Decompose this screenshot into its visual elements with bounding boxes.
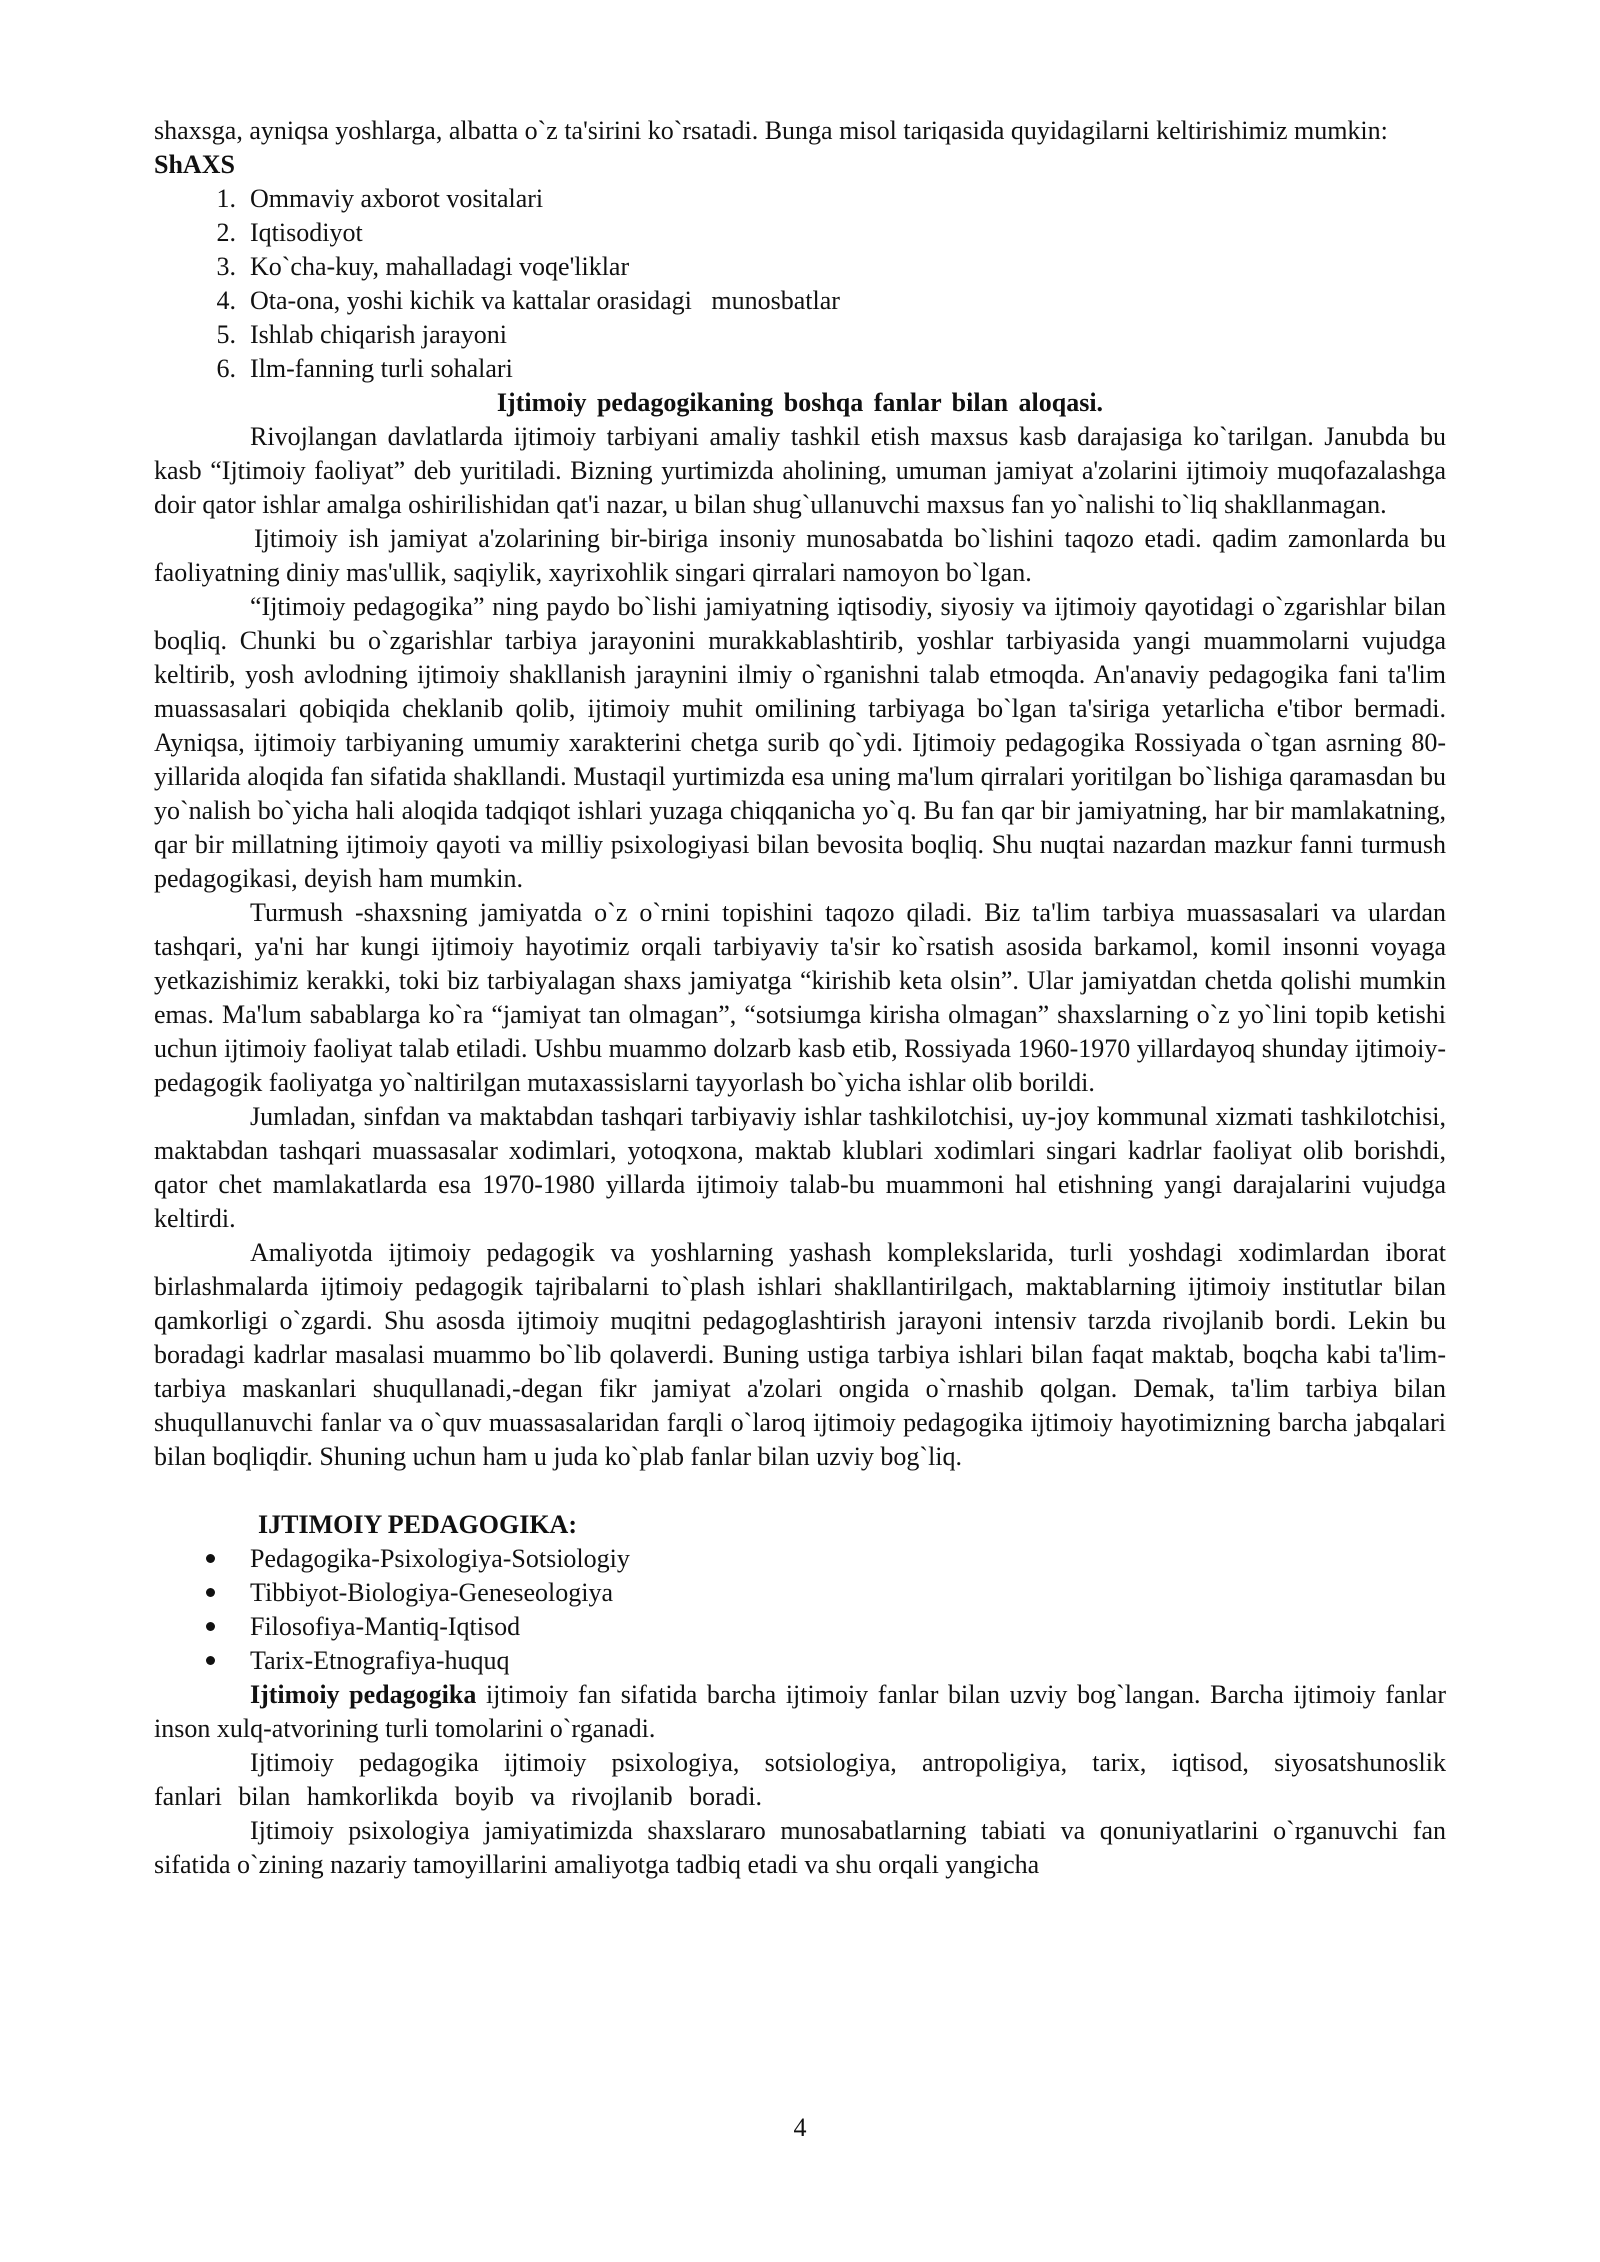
bullet-icon [206,1588,215,1597]
bullet-icon [206,1656,215,1665]
paragraph-text: ijtimoiy fan sifatida barcha ijtimoiy fanlar bilan uzviy bog`langan. Barcha ijtimoiy fanlar inson xulq-atvorining turli tomolarini o`rganadi. [154,1680,1447,1743]
caps-heading: IJTIMOIY PEDAGOGIKA: [258,1510,577,1539]
list-item-text: Ota-ona, yoshi kichik va kattalar orasidagi munosbatlar [250,286,840,315]
list-item [154,352,1446,386]
bullet-item [154,1542,1446,1576]
body-paragraph: Jumladan, sinfdan va maktabdan tashqari tarbiyaviy ishlar tashkilotchisi, uy-joy kommunal xizmati tashkilotchisi, maktabdan tashqari muassasalar xodimlari, yotoqxona, maktab klublari xodimlari singari kadrlar faoliyat olib borishdi, qator chet mamlakatlarda esa 1970-1980 yillarda ijtimoiy talab-bu muammoni hal etishning yangi darajalarini vujudga keltirdi. [154,1102,1446,1233]
list-item-text: Ishlab chiqarish jarayoni [250,320,508,349]
body-paragraph: Ijtimoiy pedagogika ijtimoiy psixologiya, sotsiologiya, antropoligiya, tarix, iqtisod, siyosatshunoslik fanlari bilan hamkorlikda boyib va rivojlanib boradi. [154,1748,1446,1811]
intro-paragraph: shaxsga, ayniqsa yoshlarga, albatta o`z ta'sirini ko`rsatadi. Bunga misol tariqasida quyidagilarni keltirishimiz mumkin: [154,116,1388,145]
bullet-item [154,1576,1446,1610]
body-paragraph: Ijtimoiy psixologiya jamiyatimizda shaxslararo munosabatlarning tabiati va qonuniyatlarini o`rganuvchi fan sifatida o`zining nazariy tamoyillarini amaliyotga tadbiq etadi va shu orqali yangicha [154,1816,1446,1879]
list-number: 5. [216,320,236,349]
page-number: 4 [793,2113,807,2142]
blank-line [154,1474,1446,1508]
list-item [154,284,1446,318]
list-number: 3. [216,252,236,281]
bold-term: Ijtimoiy pedagogika [250,1680,477,1709]
body-paragraph [154,1678,1446,1746]
body-paragraph: Turmush -shaxsning jamiyatda o`z o`rnini topishini taqozo qiladi. Biz ta'lim tarbiya muassasalari va ulardan tashqari, ya'ni har kungi ijtimoiy hayotimiz orqali tarbiyaviy ta'sir ko`rsatish asosida barkamol, komil insonni voyaga yetkazishimiz kerakki, toki biz tarbiyalagan shaxs jamiyatga “kirishib keta olsin”. Ular jamiyatdan chetda qolishi mumkin emas. Ma'lum sabablarga ko`ra “jamiyat tan olmagan”, “sotsiumga kirisha olmagan” shaxslarning o`z yo`lini topib ketishi uchun ijtimoiy faoliyat talab etiladi. Ushbu muammo dolzarb kasb etib, Rossiyada 1960-1970 yillardayoq shunday ijtimoiy-pedagogik faoliyatga yo`naltirilgan mutaxassislarni tayyorlash bo`yicha ishlar olib borildi. [154,898,1446,1097]
bullet-item [154,1610,1446,1644]
bullet-list [154,1542,1446,1678]
bullet-text: Tibbiyot-Biologiya-Geneseologiya [250,1578,614,1607]
bullet-icon [206,1554,215,1563]
bullet-text: Pedagogika-Psixologiya-Sotsiologiy [250,1544,630,1573]
list-item-text: Ommaviy axborot vositalari [250,184,544,213]
bullet-icon [206,1622,215,1631]
list-number: 1. [216,184,236,213]
list-item [154,318,1446,352]
list-item-text: Ilm-fanning turli sohalari [250,354,513,383]
shaxs-heading: ShAXS [154,150,235,179]
body-paragraph: Amaliyotda ijtimoiy pedagogik va yoshlarning yashash komplekslarida, turli yoshdagi xodimlardan iborat birlashmalarda ijtimoiy pedagogik tajribalarni to`plash ishlari shakllantirilgach, maktablarning ijtimoiy institutlar bilan qamkorligi o`zgardi. Shu asosda ijtimoiy muqitni pedagoglashtirish jarayoni intensiv tarzda rivojlanib bordi. Lekin bu boradagi kadrlar masalasi muammo bo`lib qolaverdi. Buning ustiga tarbiya ishlari bilan faqat maktab, boqcha kabi ta'lim-tarbiya maskanlari shuqullanadi,-degan fikr jamiyat a'zolari ongida o`rnashib qolgan. Demak, ta'lim tarbiya bilan shuqullanuvchi fanlar va o`quv muassasalaridan farqli o`laroq ijtimoiy pedagogika ijtimoiy hayotimizning barcha jabqalari bilan boqliqdir. Shuning uchun ham u juda ko`plab fanlar bilan uzviy bog`liq. [154,1238,1446,1471]
bullet-item [154,1644,1446,1678]
list-number: 6. [216,354,236,383]
body-paragraph: “Ijtimoiy pedagogika” ning paydo bo`lishi jamiyatning iqtisodiy, siyosiy va ijtimoiy qayotidagi o`zgarishlar bilan boqliq. Chunki bu o`zgarishlar tarbiya jarayonini murakkablashtirib, yoshlar tarbiyasida yangi muammolarni vujudga keltirib, yosh avlodning ijtimoiy shakllanish jaraynini ilmiy o`rganishni talab etmoqda. An'anaviy pedagogika fani ta'lim muassasalari qobiqida cheklanib qolib, ijtimoiy muhit omilining tarbiyaga bo`lgan ta'siriga yetarlicha e'tibor bermadi. Ayniqsa, ijtimoiy tarbiyaning umumiy xarakterini chetga surib qo`ydi. Ijtimoiy pedagogika Rossiyada o`tgan asrning 80-yillarida aloqida fan sifatida shakllandi. Mustaqil yurtimizda esa uning ma'lum qirralari yoritilgan bo`lishiga qaramasdan bu yo`nalish bo`yicha hali aloqida tadqiqot ishlari yuzaga chiqqanicha yo`q. Bu fan qar bir jamiyatning, har bir mamlakatning, qar bir millatning ijtimoiy qayoti va milliy psixologiyasi bilan bevosita boqliq. Shu nuqtai nazardan mazkur fanni turmush pedagogikasi, deyish ham mumkin. [154,592,1446,893]
list-item-text: Iqtisodiyot [250,218,363,247]
list-item [154,182,1446,216]
list-number: 4. [216,286,236,315]
list-item-text: Ko`cha-kuy, mahalladagi voqe'liklar [250,252,630,281]
list-item [154,216,1446,250]
list-item [154,250,1446,284]
body-paragraph: Rivojlangan davlatlarda ijtimoiy tarbiyani amaliy tashkil etish maxsus kasb darajasiga ko`tarilgan. Janubda bu kasb “Ijtimoiy faoliyat” deb yuritiladi. Bizning yurtimizda aholining, umuman jamiyat a'zolarini ijtimoiy muqofazalashga doir qator ishlar amalga oshirilishidan qat'i nazar, u bilan shug`ullanuvchi maxsus fan yo`nalishi to`liq shakllanmagan. [154,422,1446,519]
document-page [154,114,1446,1882]
section-heading: Ijtimoiy pedagogikaning boshqa fanlar bilan aloqasi. [496,388,1104,417]
shaxs-list [154,182,1446,386]
body-paragraph: Ijtimoiy ish jamiyat a'zolarining bir-biriga insoniy munosabatda bo`lishini taqozo etadi. qadim zamonlarda bu faoliyatning diniy mas'ullik, saqiylik, xayrixohlik singari qirralari namoyon bo`lgan. [154,524,1446,587]
list-number: 2. [216,218,236,247]
bullet-text: Tarix-Etnografiya-huquq [250,1646,510,1675]
bullet-text: Filosofiya-Mantiq-Iqtisod [250,1612,521,1641]
